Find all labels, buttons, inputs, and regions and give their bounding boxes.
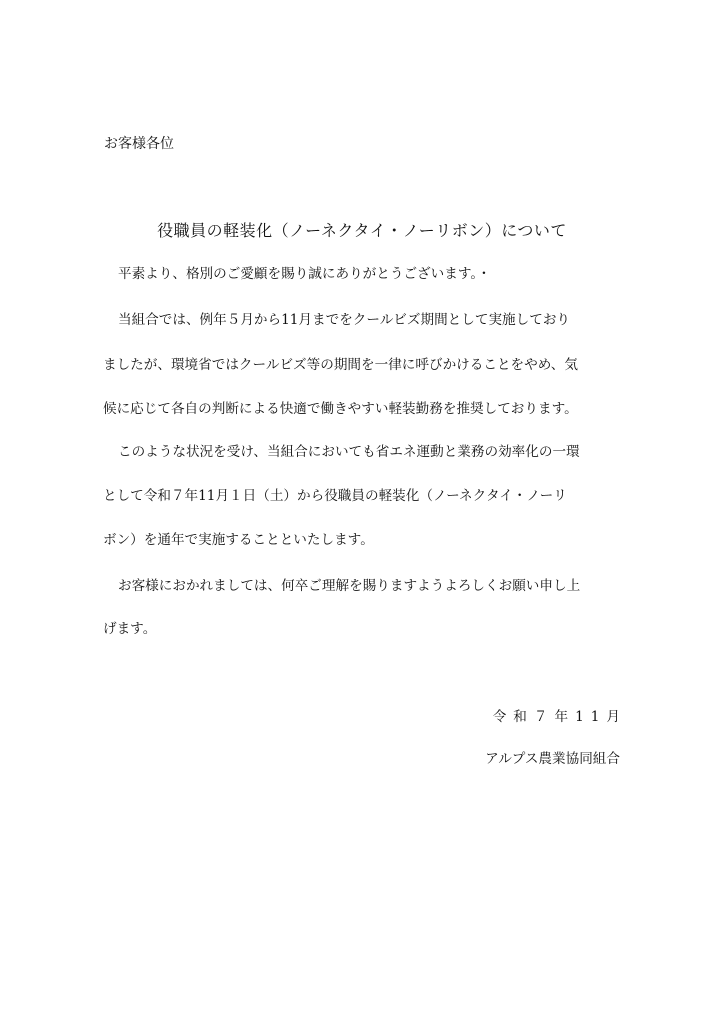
body-line-8: お客様におかれましては、何卒ご理解を賜りますようよろしくお願い申し上	[118, 578, 581, 594]
document-title: 役職員の軽装化（ノーネクタイ・ノーリボン）について	[157, 221, 567, 240]
document-date: 令和７年11月	[492, 709, 627, 725]
sender-name: アルプス農業協同組合	[485, 751, 620, 767]
addressee: お客様各位	[104, 136, 174, 152]
body-line-4: 候に応じて各自の判断による快適で働きやすい軽装勤務を推奨しております。	[103, 401, 578, 417]
body-line-6: として令和７年11月１日（土）から役職員の軽装化（ノーネクタイ・ノーリ	[103, 488, 567, 504]
body-line-3: ましたが、環境省ではクールビズ等の期間を一律に呼びかけることをやめ、気	[103, 357, 578, 373]
body-line-1: 平素より、格別のご愛顧を賜り誠にありがとうございます。・	[118, 266, 491, 282]
body-line-2: 当組合では、例年５月から11月までをクールビズ期間として実施しており	[118, 312, 571, 328]
body-line-7: ボン）を通年で実施することといたします。	[103, 532, 374, 548]
body-line-5: このような状況を受け、当組合においても省エネ運動と業務の効率化の一環	[118, 444, 580, 460]
body-line-9: げます。	[103, 621, 157, 637]
